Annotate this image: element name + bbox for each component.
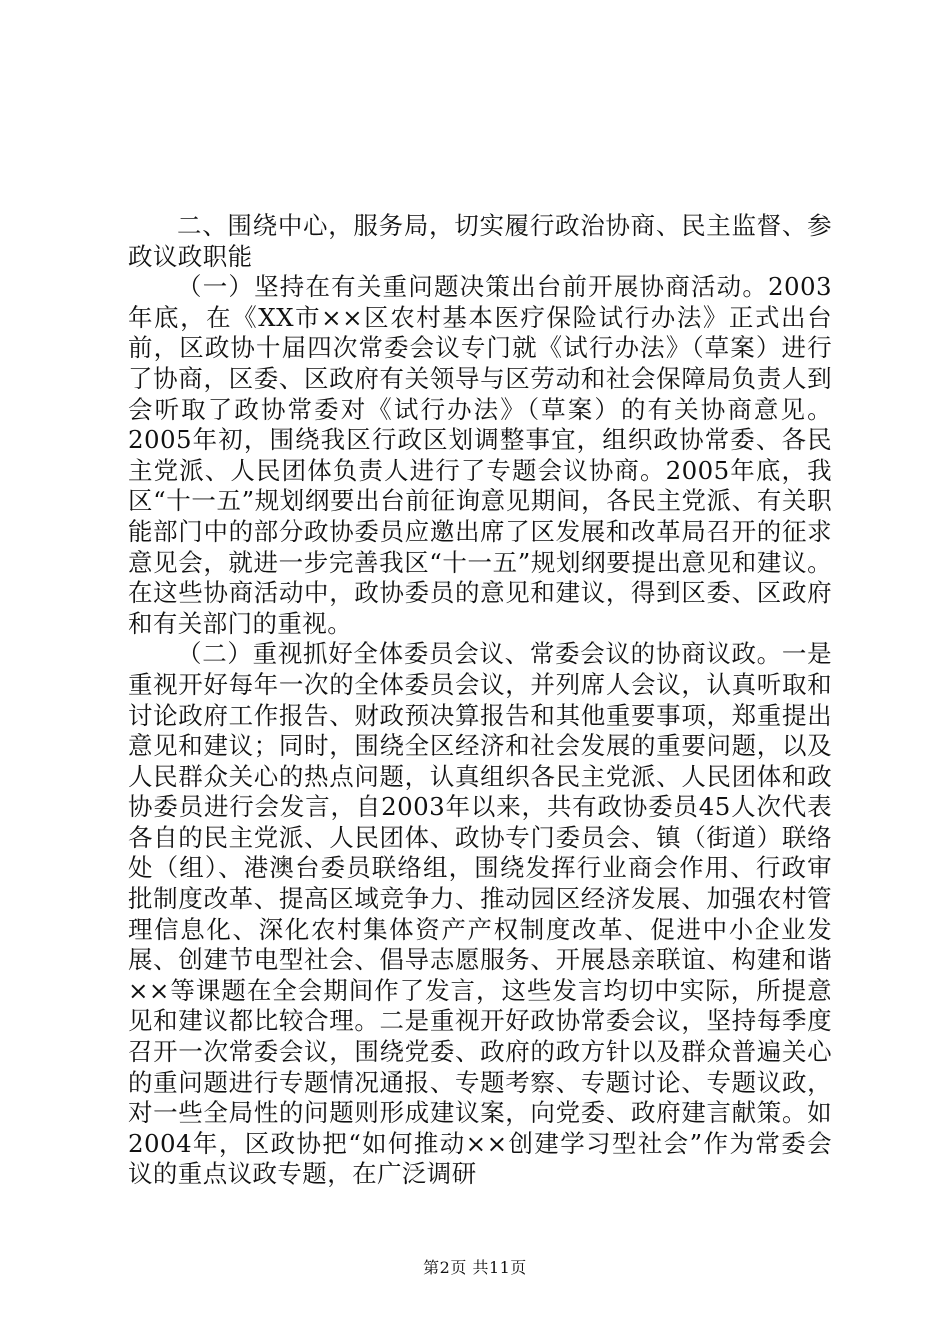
paragraph-plenary-and-standing-meetings: （二）重视抓好全体委员会议、常委会议的协商议政。一是重视开好每年一次的全体委员会议，并列席人会议，认真听取和讨论政府工作报告、财政预决算报告和其他重要事项，郑重提出意见和建议；同时，围绕全区经济和社会发展的重要问题，以及人民群众关心的热点问题，认真组织各民主党派、人民团体和政协委员进行会发言，自2003年以来，共有政协委员45人次代表各自的民主党派、人民团体、政协专门委员会、镇（街道）联络处（组）、港澳台委员联络组，围绕发挥行业商会作用、行政审批制度改革、提高区域竞争力、推动园区经济发展、加强农村管理信息化、深化农村集体资产产权制度改革、促进中小企业发展、创建节电型社会、倡导志愿服务、开展恳亲联谊、构建和谐××等课题在全会期间作了发言，这些发言均切中实际，所提意见和建议都比较合理。二是重视开好政协常委会议，坚持每季度召开一次常委会议，围绕党委、政府的政方针以及群众普遍关心的重问题进行专题情况通报、专题考察、专题讨论、专题议政，对一些全局性的问题则形成建议案，向党委、政府建言献策。如2004年，区政协把“如何推动××创建学习型社会”作为常委会议的重点议政专题，在广泛调研: [128, 639, 832, 1189]
page-number-footer: 第2页 共11页: [423, 1258, 527, 1277]
section-heading: 二、围绕中心，服务局，切实履行政治协商、民主监督、参政议政职能: [128, 211, 832, 271]
paragraph-consultation-before-decisions: （一）坚持在有关重问题决策出台前开展协商活动。2003年底，在《XX市××区农村基本医疗保险试行办法》正式出台前，区政协十届四次常委会议专门就《试行办法》（草案）进行了协商，区委、区政府有关领导与区劳动和社会保障局负责人到会听取了政协常委对《试行办法》（草案）的有关协商意见。2005年初，围绕我区行政区划调整事宜，组织政协常委、各民主党派、人民团体负责人进行了专题会议协商。2005年底，我区“十一五”规划纲要出台前征询意见期间，各民主党派、有关职能部门中的部分政协委员应邀出席了区发展和改革局召开的征求意见会，就进一步完善我区“十一五”规划纲要提出意见和建议。在这些协商活动中，政协委员的意见和建议，得到区委、区政府和有关部门的重视。: [128, 272, 832, 638]
document-body: [128, 211, 832, 1190]
